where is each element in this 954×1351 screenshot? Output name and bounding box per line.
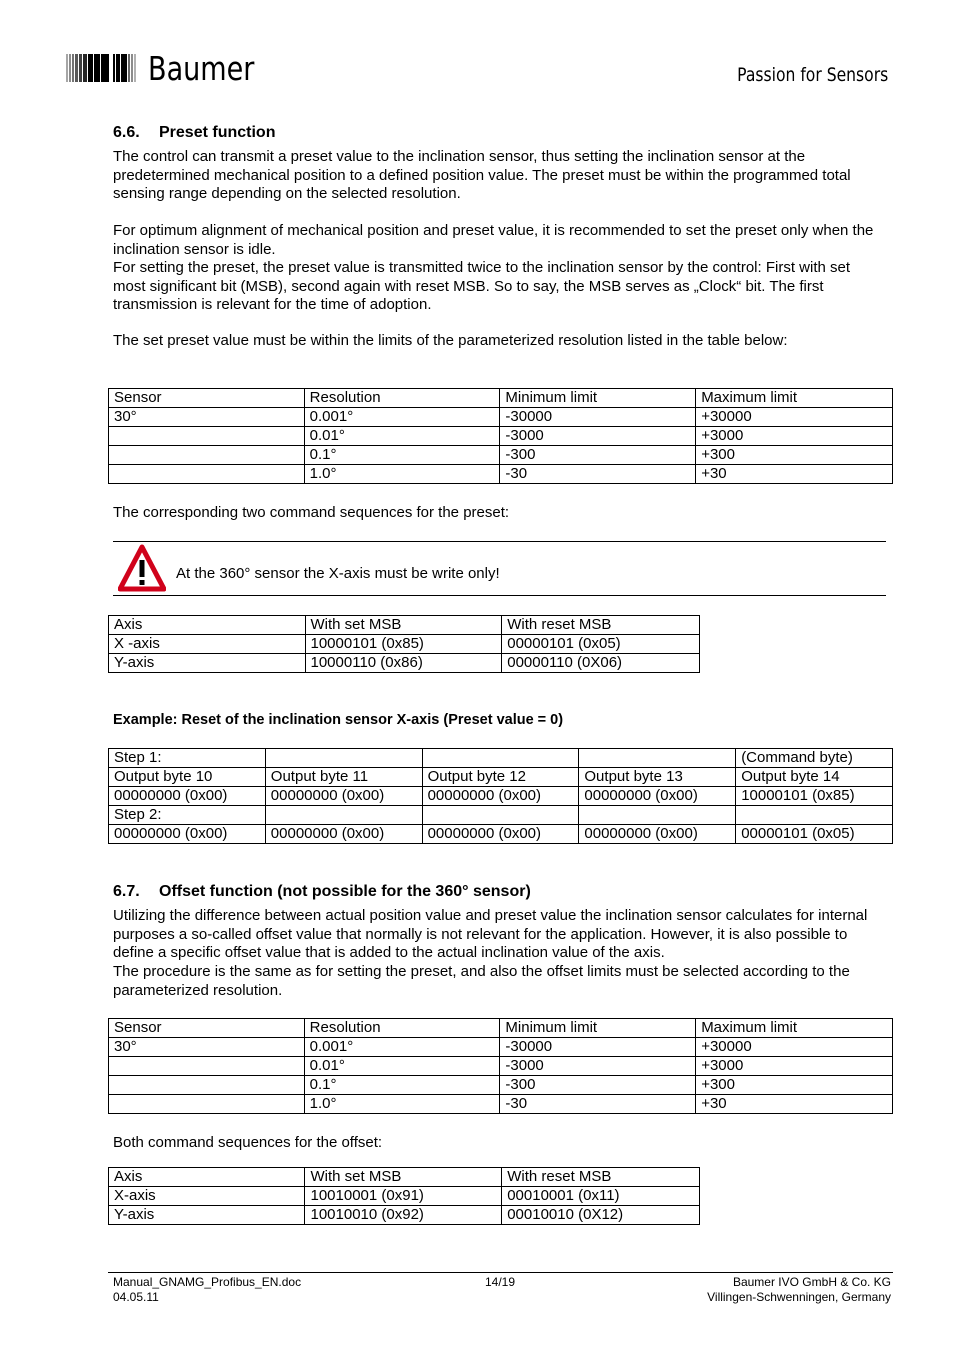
table-header-row (109, 1019, 893, 1038)
footer-right (707, 1275, 891, 1305)
table-cell: -30 (500, 1095, 696, 1114)
table-cell: -300 (500, 1076, 696, 1095)
table-cell: +3000 (696, 427, 893, 446)
table-cell: -30 (500, 465, 696, 484)
table-cell: Resolution (304, 389, 500, 408)
paragraph: The control can transmit a preset value to the inclination sensor, thus setting the inclination sensor at the predetermined mechanical position to a defined position value. The preset must be within the programmed total sensing range depending on the selected resolution. (113, 148, 851, 202)
table-cell (422, 806, 579, 825)
table-row (109, 1038, 893, 1057)
table-cell: 00000110 (0X06) (502, 654, 700, 673)
footer-company: Baumer IVO GmbH & Co. KG (732, 1275, 891, 1289)
table-cell: Output byte 10 (109, 768, 266, 787)
table-row (109, 749, 893, 768)
table-cell: With set MSB (305, 1168, 502, 1187)
table-cell (109, 427, 305, 446)
table-cell: Maximum limit (696, 1019, 893, 1038)
table-cell: Step 2: (109, 806, 266, 825)
section-heading-preset: 6.6. Preset function (113, 124, 276, 141)
table-cell: 00000000 (0x00) (422, 825, 579, 844)
table-cell: 0.001° (304, 1038, 500, 1057)
table-cell: 10000101 (0x85) (736, 787, 893, 806)
footer-filename: Manual_GNAMG_Profibus_EN.doc (113, 1275, 302, 1289)
table-cell: +30 (696, 1095, 893, 1114)
table-cell (422, 749, 579, 768)
table-row (109, 825, 893, 844)
table-cell: Output byte 11 (265, 768, 422, 787)
table-row (109, 1076, 893, 1095)
table-cell: 30° (109, 1038, 305, 1057)
table-cell: X-axis (109, 1187, 305, 1206)
table-row (109, 635, 700, 654)
table-cell: +3000 (696, 1057, 893, 1076)
table-cell: 00010010 (0X12) (502, 1206, 700, 1225)
table-cell: 00000000 (0x00) (579, 825, 736, 844)
preset-command-table (108, 615, 700, 673)
table-cell: With reset MSB (502, 1168, 700, 1187)
table-cell (109, 1076, 305, 1095)
table-row (109, 1095, 893, 1114)
table-cell (109, 1095, 305, 1114)
table-cell: 10000110 (0x86) (305, 654, 502, 673)
paragraph: Utilizing the difference between actual position value and preset value the inclination sensor calculates for internal purposes a so-called offset value that normally is not relevant for the application. However, it is also possible to define a specific offset value that is added to the actual inclination value of the axis. (113, 907, 868, 961)
table-cell: 00000000 (0x00) (579, 787, 736, 806)
table-cell (265, 806, 422, 825)
table-cell (265, 749, 422, 768)
table-cell: Resolution (304, 1019, 500, 1038)
table-cell: 30° (109, 408, 305, 427)
table-cell: +300 (696, 1076, 893, 1095)
table-cell (109, 446, 305, 465)
page-number: 14/19 (484, 1275, 516, 1289)
footer-divider (108, 1272, 893, 1273)
paragraph: For optimum alignment of mechanical position and preset value, it is recommended to set the preset only when the inclination sensor is idle. (113, 222, 874, 258)
table-cell: Axis (109, 1168, 305, 1187)
table-header-row (109, 1168, 700, 1187)
table-cell: Minimum limit (500, 1019, 696, 1038)
table-cell (109, 1057, 305, 1076)
table-cell: Output byte 14 (736, 768, 893, 787)
table-cell: -300 (500, 446, 696, 465)
section-heading-offset: 6.7. Offset function (not possible for the 360° sensor) (113, 883, 531, 900)
table-header-row (109, 616, 700, 635)
footer-left (113, 1275, 301, 1305)
table-cell: 00000000 (0x00) (265, 825, 422, 844)
paragraph: The procedure is the same as for setting the preset, and also the offset limits must be selected according to the parameterized resolution. (113, 963, 850, 999)
table-cell: -30000 (500, 408, 696, 427)
table-cell: 0.01° (304, 1057, 500, 1076)
table-cell (736, 806, 893, 825)
table-cell: Y-axis (109, 654, 306, 673)
paragraph: The set preset value must be within the limits of the parameterized resolution listed in the table below: (113, 332, 788, 349)
table-cell: 0.1° (304, 1076, 500, 1095)
offset-command-table (108, 1167, 700, 1225)
table-row (109, 1057, 893, 1076)
example-title: Example: Reset of the inclination sensor X-axis (Preset value = 0) (113, 712, 564, 728)
table-cell: -3000 (500, 427, 696, 446)
table-cell: 00000000 (0x00) (109, 825, 266, 844)
footer-location: Villingen-Schwenningen, Germany (707, 1290, 891, 1304)
table-cell: Minimum limit (500, 389, 696, 408)
table-cell: 00000101 (0x05) (502, 635, 700, 654)
table-row (109, 1206, 700, 1225)
preset-limits-table (108, 388, 893, 484)
table-cell: 10010010 (0x92) (305, 1206, 502, 1225)
table-cell: Axis (109, 616, 306, 635)
table-cell: Output byte 13 (579, 768, 736, 787)
example-table (108, 748, 893, 844)
footer-date: 04.05.11 (113, 1290, 159, 1304)
table-row (109, 768, 893, 787)
table-cell: Step 1: (109, 749, 266, 768)
table-cell: +30000 (696, 1038, 893, 1057)
table-cell: 10000101 (0x85) (305, 635, 502, 654)
table-cell: 0.01° (304, 427, 500, 446)
table-cell: X -axis (109, 635, 306, 654)
table-cell: Output byte 12 (422, 768, 579, 787)
table-row (109, 1187, 700, 1206)
table-cell: -30000 (500, 1038, 696, 1057)
logo-bars-icon (66, 54, 136, 82)
table-cell: 1.0° (304, 1095, 500, 1114)
table-row (109, 465, 893, 484)
divider (113, 595, 886, 596)
table-cell: 0.1° (304, 446, 500, 465)
table-cell: 00000000 (0x00) (265, 787, 422, 806)
table-cell: 0.001° (304, 408, 500, 427)
table-cell: +300 (696, 446, 893, 465)
table-cell: With reset MSB (502, 616, 700, 635)
table-cell: Y-axis (109, 1206, 305, 1225)
brand-name: Baumer (148, 48, 255, 88)
table-cell: Sensor (109, 389, 305, 408)
table-cell: 00000101 (0x05) (736, 825, 893, 844)
table-cell (579, 749, 736, 768)
table-row (109, 427, 893, 446)
table-row (109, 806, 893, 825)
table-cell: 10010001 (0x91) (305, 1187, 502, 1206)
table-cell (579, 806, 736, 825)
table-cell: +30 (696, 465, 893, 484)
table-cell: (Command byte) (736, 749, 893, 768)
table-cell: -3000 (500, 1057, 696, 1076)
divider (113, 541, 886, 542)
table-cell: 00000000 (0x00) (109, 787, 266, 806)
offset-limits-table (108, 1018, 893, 1114)
paragraph: Both command sequences for the offset: (113, 1134, 383, 1151)
table-cell: With set MSB (305, 616, 502, 635)
tagline: Passion for Sensors (736, 64, 888, 86)
table-header-row (109, 389, 893, 408)
table-row (109, 654, 700, 673)
table-cell: +30000 (696, 408, 893, 427)
warning-text: At the 360° sensor the X-axis must be write only! (176, 565, 500, 582)
company-logo (66, 48, 278, 88)
table-cell: 00000000 (0x00) (422, 787, 579, 806)
paragraph: The corresponding two command sequences for the preset: (113, 504, 510, 521)
table-cell: 1.0° (304, 465, 500, 484)
table-row (109, 787, 893, 806)
table-cell: 00010001 (0x11) (502, 1187, 700, 1206)
table-cell: Sensor (109, 1019, 305, 1038)
table-cell: Maximum limit (696, 389, 893, 408)
warning-triangle-icon (118, 544, 166, 592)
paragraph: For setting the preset, the preset value is transmitted twice to the inclination sensor by the control: First with set most significant bit (MSB), second again with reset MSB. So to say, the MSB serves as „Clock“ bit. The first transmission is relevant for the time of adoption. (113, 259, 851, 313)
table-cell (109, 465, 305, 484)
table-row (109, 408, 893, 427)
table-row (109, 446, 893, 465)
